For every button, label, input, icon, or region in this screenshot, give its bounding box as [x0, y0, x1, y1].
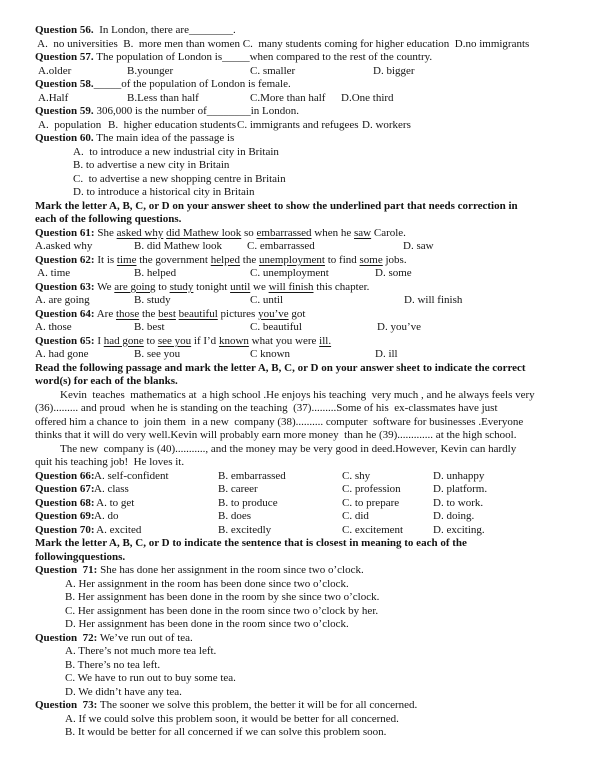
question-64-options — [35, 321, 582, 335]
question-66-option-b: B. embarrassed — [218, 469, 286, 482]
question-56-stem — [35, 24, 582, 38]
question-59-label: Question 59. — [35, 105, 94, 117]
question-61-option-b: B. did Mathew look — [134, 240, 222, 252]
question-73-option-a: A. If we could solve this problem soon, it would be better for all concerned. — [65, 712, 399, 725]
question-65-options — [35, 348, 582, 362]
question-69-label: Question 69: — [35, 510, 95, 522]
question-61-text: She asked why did Mathew look so embarrassed when he saw Carole. — [94, 226, 406, 239]
question-57-options — [38, 65, 582, 79]
question-68-label: Question 68: — [35, 496, 95, 509]
passage-line-2: (36)......... and proud when he is standing on the teaching (37).........Some of his ex-classmates have just — [35, 402, 498, 414]
question-60-option-b: B. to advertise a new city in Britain — [73, 159, 230, 171]
question-67-option-d: D. platform. — [433, 483, 488, 495]
passage-line-4: thinks that it will do very well.Kevin will probably earn more money than he (39)............. at the high school. — [35, 429, 517, 441]
question-72-stem — [35, 632, 582, 646]
question-57-text: The population of London is_____when compared to the rest of the country. — [93, 51, 433, 63]
question-65-stem — [35, 335, 582, 349]
question-71-option-a: A. Her assignment in the room has been done since two o’clock. — [65, 577, 349, 590]
question-70-options — [35, 524, 582, 538]
question-66-option-d: D. unhappy — [433, 469, 485, 482]
question-65-option-c: C known — [250, 348, 291, 360]
question-61-label: Question 61: — [35, 226, 95, 239]
question-58-option-a: A.Half — [38, 91, 69, 104]
question-73-label: Question 73: — [35, 699, 98, 711]
question-64-text: Are those the best beautiful pictures you’ve got — [94, 307, 306, 320]
question-65-option-b: B. see you — [134, 348, 181, 360]
question-59-option-d: D. workers — [362, 118, 411, 131]
question-62-stem — [35, 254, 582, 268]
question-63-stem — [35, 281, 582, 295]
question-72-option-b: B. There’s no tea left. — [65, 658, 161, 671]
section-heading-cloze-line1: Read the following passage and mark the letter A, B, C, or D on your answer sheet to indicate the correct — [35, 361, 526, 374]
question-70-option-a: A. excited — [94, 523, 142, 536]
question-70-label: Question 70: — [35, 523, 95, 536]
section-heading-meaning-line2: followingquestions. — [35, 550, 126, 563]
question-59-option-a: A. population — [38, 118, 102, 131]
question-71-stem — [35, 564, 582, 578]
question-71-label: Question 71: — [35, 564, 98, 576]
question-69-options — [35, 510, 582, 524]
question-62-option-d: D. some — [375, 267, 412, 279]
question-67-option-a: A. class — [94, 483, 129, 495]
question-63-text: We are going to study tonight until we will finish this chapter. — [94, 280, 370, 293]
question-62-option-c: C. unemployment — [250, 267, 329, 279]
question-64-option-a: A. those — [35, 321, 72, 333]
question-67-option-b: B. career — [218, 483, 258, 495]
question-66-options — [35, 470, 582, 484]
question-67-option-c: C. profession — [342, 483, 401, 495]
question-60-option-d: D. to introduce a historical city in Britain — [73, 186, 255, 198]
question-58-option-c: C.More than half — [250, 91, 326, 104]
question-68-options — [35, 497, 582, 511]
question-61-options — [35, 240, 582, 254]
question-60-label: Question 60. — [35, 132, 94, 144]
question-72-option-c: C. We have to run out to buy some tea. — [65, 672, 236, 684]
question-73-stem — [35, 699, 582, 713]
question-56-text: In London, there are________. — [93, 24, 236, 36]
question-60-text: The main idea of the passage is — [93, 132, 235, 144]
question-56-label: Question 56. — [35, 24, 94, 36]
question-71-text: She has done her assignment in the room since two o’clock. — [97, 564, 364, 576]
section-heading-correction-line2: each of the following questions. — [35, 213, 182, 225]
question-59-option-b: B. higher education students — [108, 118, 237, 131]
question-62-option-b: B. helped — [134, 267, 177, 279]
question-58-options — [38, 92, 582, 106]
question-57-option-c: C. smaller — [250, 64, 296, 77]
question-57-option-b: B.younger — [127, 64, 174, 77]
question-58-label: Question 58. — [35, 78, 94, 90]
question-59-options — [38, 119, 582, 133]
question-67-options — [35, 483, 582, 497]
question-68-option-a: A. to get — [94, 496, 135, 509]
question-61-option-a: A.asked why — [35, 240, 93, 252]
question-67-label: Question 67: — [35, 483, 95, 495]
question-63-label: Question 63: — [35, 280, 95, 293]
section-heading-meaning-line1: Mark the letter A, B, C, or D to indicate the sentence that is closest in meaning to each of the — [35, 537, 467, 549]
question-60-option-c: C. to advertise a new shopping centre in Britain — [73, 172, 286, 185]
question-69-option-c: C. did — [342, 510, 369, 522]
question-71-option-d: D. Her assignment has been done in the room since two o’clock. — [65, 618, 349, 630]
question-71-option-c: C. Her assignment has been done in the room since two o’clock by her. — [65, 604, 379, 617]
question-69-option-a: A. do — [94, 510, 119, 522]
question-70-option-d: D. exciting. — [433, 523, 485, 536]
question-57-option-d: D. bigger — [373, 64, 415, 77]
question-70-option-b: B. excitedly — [218, 523, 272, 536]
question-63-option-d: D. will finish — [404, 294, 463, 306]
question-73-text: The sooner we solve this problem, the better it will be for all concerned. — [97, 699, 418, 711]
question-65-option-a: A. had gone — [35, 348, 89, 360]
question-59-option-c: C. immigrants and refugees — [237, 118, 359, 131]
question-73-option-b: B. It would be better for all concerned if we can solve this problem soon. — [65, 726, 387, 738]
question-61-stem — [35, 227, 582, 241]
passage-line-6: quit his teaching job! He loves it. — [35, 456, 185, 468]
question-58-option-d: D.One third — [341, 91, 394, 104]
question-58-text: _____of the population of London is female. — [93, 78, 291, 90]
question-66-option-a: A. self-confident — [94, 469, 169, 482]
question-60-stem — [35, 132, 582, 146]
question-59-text: 306,000 is the number of________in London. — [93, 105, 300, 117]
question-59-stem — [35, 105, 582, 119]
passage-line-5: The new company is (40)..........., and the money may be very good in deed.However, Kevin can hardly — [60, 442, 517, 455]
passage-line-3: offered him a chance to join them in a new company (38).......... computer software for businesses .Everyone — [35, 415, 524, 428]
question-66-label: Question 66: — [35, 469, 95, 482]
question-57-option-a: A.older — [38, 64, 72, 77]
question-71-option-b: B. Her assignment has been done in the room by she since two o’clock. — [65, 591, 380, 603]
question-65-text: I had gone to see you if I’d known what you were ill. — [94, 334, 332, 347]
question-62-label: Question 62: — [35, 253, 95, 266]
question-63-option-a: A. are going — [35, 294, 90, 306]
question-72-option-a: A. There’s not much more tea left. — [65, 645, 217, 657]
question-72-text: We’ve run out of tea. — [97, 631, 193, 644]
question-62-options — [35, 267, 582, 281]
question-57-stem — [35, 51, 582, 65]
question-72-option-d: D. We didn’t have any tea. — [65, 685, 182, 698]
question-72-label: Question 72: — [35, 631, 98, 644]
question-64-option-b: B. best — [134, 321, 165, 333]
question-64-label: Question 64: — [35, 307, 95, 320]
question-56-options: A. no universities B. more men than women C. many students coming for higher education D.no immigrants — [35, 37, 530, 50]
question-65-option-d: D. ill — [375, 348, 398, 360]
section-heading-correction-line1: Mark the letter A, B, C, or D on your answer sheet to show the underlined part that needs correction in — [35, 199, 518, 212]
passage-line-1: Kevin teaches mathematics at a high school .He enjoys his teaching very much , and he always feels very — [60, 388, 535, 401]
question-68-option-c: C. to prepare — [342, 496, 400, 509]
question-62-text: It is time the government helped the unemployment to find some jobs. — [94, 253, 407, 266]
question-63-options — [35, 294, 582, 308]
question-65-label: Question 65: — [35, 334, 95, 347]
question-57-label: Question 57. — [35, 51, 94, 63]
question-61-option-d: D. saw — [403, 240, 434, 252]
question-64-option-d: D. you’ve — [377, 321, 421, 333]
question-63-option-c: C. until — [250, 294, 284, 306]
question-69-option-b: B. does — [218, 510, 251, 522]
question-58-option-b: B.Less than half — [127, 91, 199, 104]
question-58-stem — [35, 78, 582, 92]
question-63-option-b: B. study — [134, 294, 171, 306]
question-64-stem — [35, 308, 582, 322]
question-66-option-c: C. shy — [342, 469, 371, 482]
question-61-option-c: C. embarrassed — [247, 240, 315, 252]
section-heading-cloze-line2: word(s) for each of the blanks. — [35, 375, 178, 387]
question-68-option-d: D. to work. — [433, 496, 484, 509]
question-69-option-d: D. doing. — [433, 510, 475, 522]
question-60-option-a: A. to introduce a new industrial city in Britain — [73, 145, 279, 158]
question-68-option-b: B. to produce — [218, 496, 278, 509]
question-62-option-a: A. time — [35, 267, 71, 279]
question-70-option-c: C. excitement — [342, 523, 404, 536]
question-64-option-c: C. beautiful — [250, 321, 302, 333]
